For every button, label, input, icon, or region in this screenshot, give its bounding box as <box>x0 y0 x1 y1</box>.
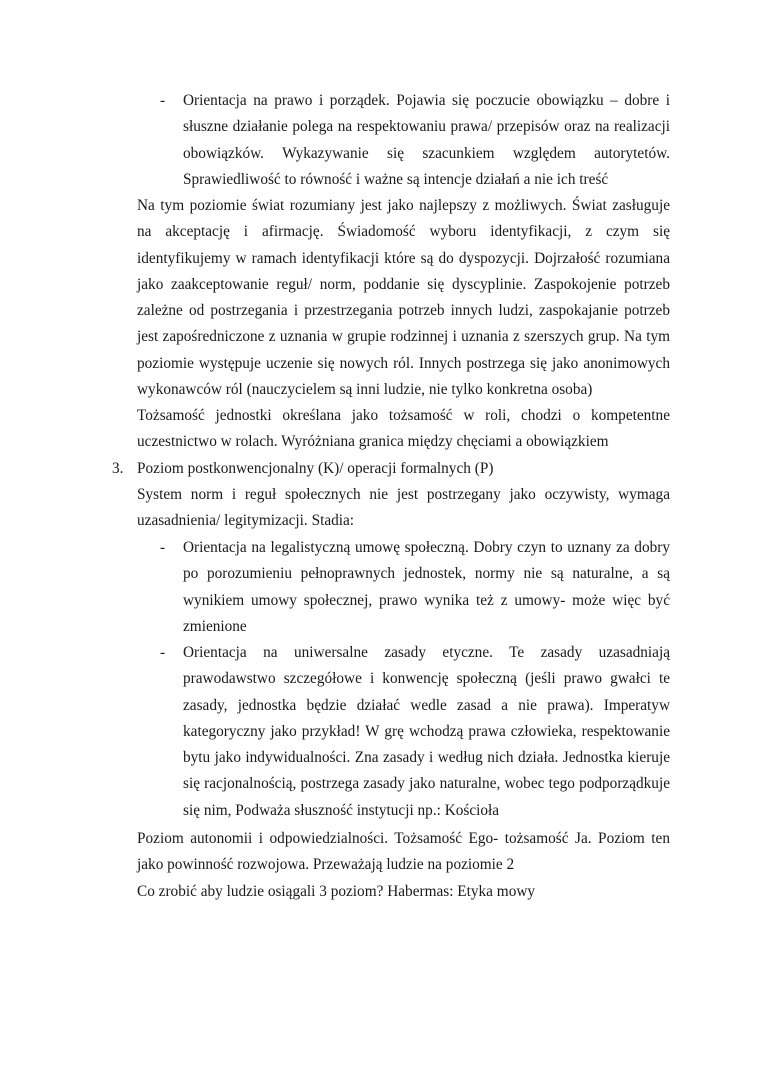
section-number: 3. <box>112 460 124 477</box>
bullet-law-and-order: Orientacja na prawo i porządek. Pojawia się poczucie obowiązku – dobre i słuszne działanie polega na respektowaniu prawa/ przepisów oraz na realizacji obowiązków. Wykazywanie się szacunkiem względem autorytetów. Sprawiedliwość to równość i ważne są intencje działań a nie ich treść <box>183 92 670 188</box>
paragraph-world-view: Na tym poziomie świat rozumiany jest jako najlepszy z możliwych. Świat zasługuje na akceptację i afirmację. Świadomość wyboru identyfikacji, z czym się identyfikujemy w ramach identyfikacji które są do dyspozycji. Dojrzałość rozumiana jako zaakceptowanie reguł/ norm, poddanie się dyscyplinie. Zaspokojenie potrzeb zależne od postrzegania i przestrzegania potrzeb innych ludzi, zaspokajanie potrzeb jest zapośredniczone z uznania w grupie rodzinnej i uznania z szerszych grup. Na tym poziomie występuje uczenie się nowych ról. Innych postrzega się jako anonimowych wykonawców ról (nauczycielem są inni ludzie, nie tylko konkretna osoba) <box>137 197 670 399</box>
bullet-universal-principles: Orientacja na uniwersalne zasady etyczne. Te zasady uzasadniają prawodawstwo szczegółowe i konwencję społeczną (jeśli prawo gwałci te zasady, jednostka będzie działać wedle zasad a nie prawa). Imperatyw kategoryczny jako przykład! W grę wchodzą prawa człowieka, respektowanie bytu jako indywidualności. Zna zasady i według nich działa. Jednostka kieruje się racjonalnością, postrzega zasady jako naturalne, wobec tego podporządkuje się nim, Podważa słuszność instytucji np.: Kościoła <box>183 644 670 819</box>
bullet-marker: - <box>160 539 166 556</box>
paragraph-autonomy: Poziom autonomii i odpowiedzialności. Tożsamość Ego- tożsamość Ja. Poziom ten jako powinność rozwojowa. Przeważają ludzie na poziomie 2 <box>137 830 670 874</box>
bullet-social-contract: Orientacja na legalistyczną umowę społeczną. Dobry czyn to uznany za dobry po porozumieniu pełnoprawnych jednostek, normy nie są naturalne, a są wynikiem umowy społecznej, prawo wynika też z umowy- może więc być zmienione <box>183 539 670 635</box>
paragraph-role-identity: Tożsamość jednostki określana jako tożsamość w roli, chodzi o kompetentne uczestnictwo w rolach. Wyróżniana granica między chęciami a obowiązkiem <box>137 407 670 451</box>
bullet-marker: - <box>160 92 166 109</box>
section-title-postconventional: Poziom postkonwencjonalny (K)/ operacji formalnych (P) <box>137 460 494 477</box>
paragraph-norms-system: System norm i reguł społecznych nie jest postrzegany jako oczywisty, wymaga uzasadnienia/ legitymizacji. Stadia: <box>137 486 670 530</box>
paragraph-question: Co zrobić aby ludzie osiągali 3 poziom? Habermas: Etyka mowy <box>137 883 536 900</box>
bullet-marker: - <box>160 644 166 661</box>
